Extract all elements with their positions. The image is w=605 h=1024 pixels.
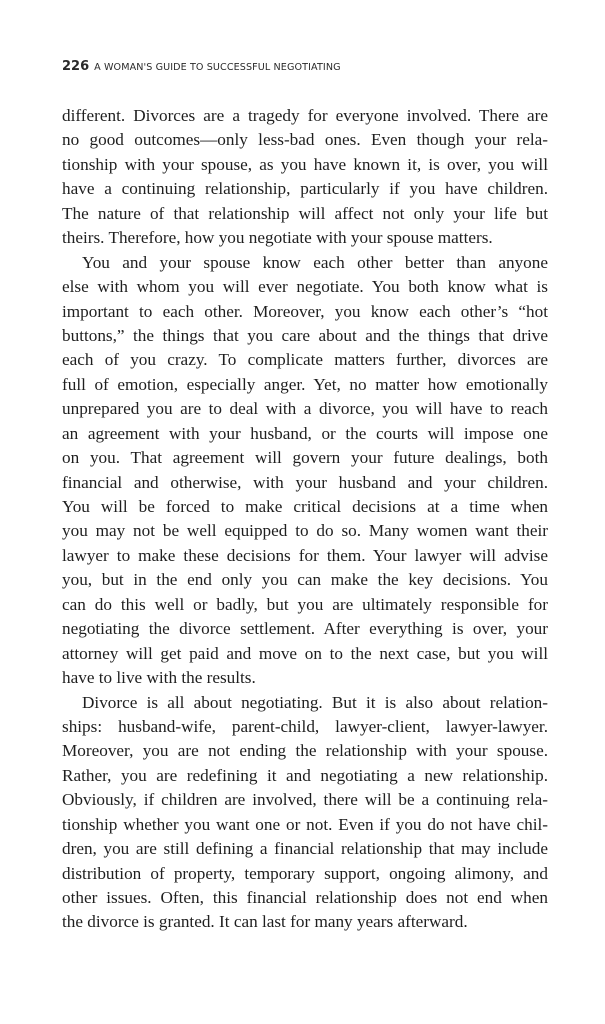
text-line: attorney will get paid and move on to the next case, but you will: [62, 643, 548, 663]
text-line: no good outcomes—only less-bad ones. Even though your rela-: [62, 130, 548, 150]
text-line: dren, you are still defining a financial relationship that may include: [62, 839, 548, 859]
text-line: full of emotion, especially anger. Yet, no matter how emotionally: [62, 374, 548, 394]
paragraph: [62, 251, 548, 691]
text-line: can do this well or badly, but you are ultimately responsible for: [62, 594, 548, 614]
text-line: buttons,” the things that you care about and the things that drive: [62, 325, 548, 345]
text-line: the divorce is granted. It can last for many years afterward.: [62, 912, 468, 932]
text-line: else with whom you will ever negotiate. You both know what is: [62, 277, 548, 297]
running-head: [62, 55, 341, 74]
text-line: You will be forced to make critical decisions at a time when: [62, 497, 548, 516]
paragraph: [62, 104, 548, 251]
text-line: each of you crazy. To complicate matters further, divorces are: [62, 350, 548, 370]
page-number: 226: [62, 59, 90, 74]
text-line: an agreement with your husband, or the courts will impose one: [62, 423, 548, 443]
text-line: Moreover, you are not ending the relationship with your spouse.: [62, 741, 548, 761]
text-line: tionship with your spouse, as you have known it, is over, you will: [62, 154, 548, 174]
text-line: Rather, you are redefining it and negotiating a new relationship.: [62, 765, 548, 785]
text-line: theirs. Therefore, how you negotiate with your spouse matters.: [62, 228, 493, 248]
text-line: tionship whether you want one or not. Even if you do not have chil-: [62, 814, 548, 834]
text-line: lawyer to make these decisions for them. Your lawyer will advise: [62, 545, 548, 565]
book-title: A WOMAN'S GUIDE TO SUCCESSFUL NEGOTIATING: [94, 62, 341, 73]
body-text: [62, 104, 548, 935]
text-line: unprepared you are to deal with a divorce, you will have to reach: [62, 399, 548, 419]
text-line: other issues. Often, this financial relationship does not end when: [62, 888, 548, 907]
text-line: important to each other. Moreover, you know each other’s “hot: [62, 301, 548, 321]
paragraph: [62, 691, 548, 935]
text-line: distribution of property, temporary support, ongoing alimony, and: [62, 863, 548, 883]
text-line: You and your spouse know each other better than anyone: [82, 252, 548, 272]
text-line: financial and otherwise, with your husband and your children.: [62, 472, 548, 492]
text-line: Obviously, if children are involved, there will be a continuing rela-: [62, 790, 548, 810]
text-line: have a continuing relationship, particularly if you have children.: [62, 179, 548, 199]
text-line: Divorce is all about negotiating. But it is also about relation-: [82, 692, 548, 712]
text-line: different. Divorces are a tragedy for everyone involved. There are: [62, 106, 548, 125]
text-line: The nature of that relationship will affect not only your life but: [62, 203, 548, 223]
text-line: you may not be well equipped to do so. Many women want their: [62, 521, 548, 541]
text-line: on you. That agreement will govern your future dealings, both: [62, 448, 548, 468]
text-line: you, but in the end only you can make the key decisions. You: [62, 570, 548, 590]
text-line: have to live with the results.: [62, 668, 256, 688]
text-line: ships: husband-wife, parent-child, lawyer-client, lawyer-lawyer.: [62, 716, 548, 736]
text-line: negotiating the divorce settlement. After everything is over, your: [62, 619, 548, 639]
